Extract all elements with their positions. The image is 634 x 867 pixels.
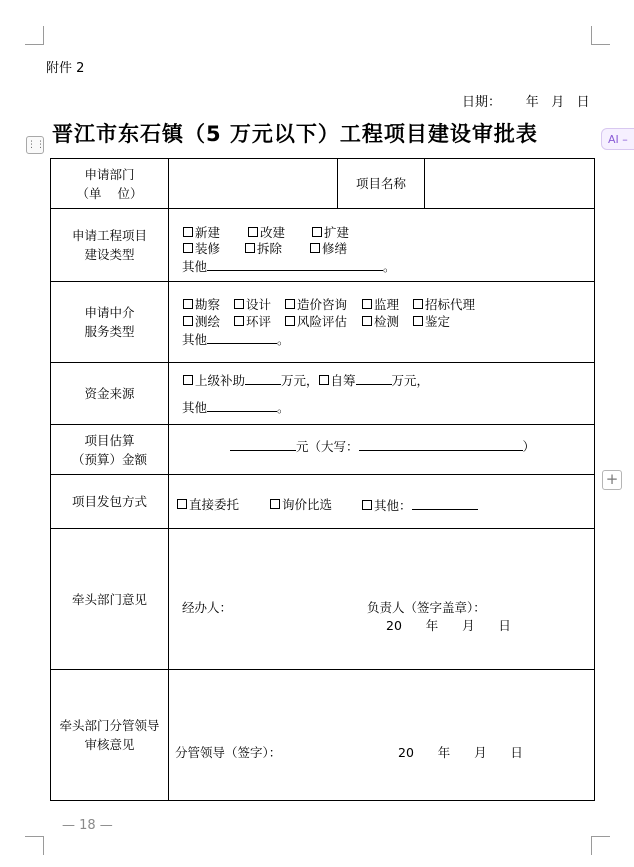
- estimate-label-line2: （预算）金额: [71, 451, 147, 467]
- contract-method-label: 项目发包方式: [71, 494, 147, 509]
- fund-source-label: 资金来源: [84, 386, 135, 401]
- checkbox[interactable]: [183, 375, 193, 385]
- checkbox[interactable]: [245, 243, 255, 253]
- fund-source-line: 上级补助 万元， 自筹 万元，: [183, 372, 429, 389]
- amount-input[interactable]: [230, 438, 296, 451]
- self-fund-amount-input[interactable]: [356, 372, 392, 385]
- ai-label: AI: [608, 133, 619, 146]
- option-risk-assessment[interactable]: 风险评估: [285, 314, 347, 330]
- page-title: 晋江市东石镇（5 万元以下）工程项目建设审批表: [52, 122, 538, 146]
- option-expand[interactable]: 扩建: [312, 225, 349, 241]
- option-price-inquiry[interactable]: 询价比选: [270, 497, 332, 513]
- construction-type-label-cell: [51, 209, 168, 281]
- checkbox[interactable]: [362, 500, 372, 510]
- other-input[interactable]: [412, 497, 478, 510]
- option-survey[interactable]: 勘察: [183, 297, 220, 313]
- other-input[interactable]: [207, 399, 277, 412]
- attachment-label: 附件 2: [46, 61, 85, 76]
- checkbox[interactable]: [319, 375, 329, 385]
- other-label: 其他: [182, 332, 208, 347]
- checkbox[interactable]: [285, 299, 295, 309]
- service-other: 其他 。: [182, 332, 290, 347]
- checkbox[interactable]: [285, 316, 295, 326]
- leader-review-label-line1: 牵头部门分管领导: [59, 718, 160, 733]
- option-appraisal[interactable]: 鉴定: [413, 314, 450, 330]
- project-name-label: 项目名称: [355, 176, 406, 191]
- estimate-label-line1: 项目估算: [84, 432, 135, 448]
- ai-assistant-button[interactable]: AI –: [601, 128, 634, 150]
- service-type-label-cell: [51, 282, 168, 362]
- construction-type-label-line2: 建设类型: [84, 247, 135, 262]
- other-label: 其他: [182, 259, 208, 274]
- handler-signature[interactable]: 经办人：: [182, 600, 233, 615]
- dept-input[interactable]: [169, 159, 337, 208]
- service-type-label-line2: 服务类型: [84, 324, 135, 339]
- option-new-build[interactable]: 新建: [183, 225, 220, 241]
- leader-review-label-line2: 审核意见: [84, 737, 135, 752]
- plus-icon: +: [605, 470, 619, 488]
- date-line: 日期： 年 月 日: [462, 95, 590, 110]
- dept-label-cell: [51, 159, 168, 208]
- construction-type-label-line1: 申请工程项目: [71, 228, 147, 243]
- insert-row-button[interactable]: [602, 470, 622, 490]
- responsible-signature[interactable]: 负责人（签字盖章）：: [367, 600, 486, 615]
- checkbox[interactable]: [362, 316, 372, 326]
- page-corner-mark: [591, 26, 610, 45]
- drag-handle-icon[interactable]: ⋮⋮: [26, 136, 44, 154]
- option-eia[interactable]: 环评: [234, 314, 271, 330]
- checkbox[interactable]: [310, 243, 320, 253]
- checkbox[interactable]: [413, 299, 423, 309]
- checkbox[interactable]: [234, 299, 244, 309]
- checkbox[interactable]: [312, 227, 322, 237]
- other-label: 其他: [182, 400, 208, 415]
- project-name-label-cell: [338, 159, 424, 208]
- other-input[interactable]: [207, 331, 277, 344]
- option-tender-agent[interactable]: 招标代理: [413, 297, 475, 313]
- checkbox[interactable]: [413, 316, 423, 326]
- option-direct-commission[interactable]: 直接委托: [177, 497, 239, 513]
- checkbox[interactable]: [248, 227, 258, 237]
- option-cost-consulting[interactable]: 造价咨询: [285, 297, 347, 313]
- service-type-label-line1: 申请中介: [84, 305, 135, 320]
- contract-method-label-cell: [51, 475, 168, 528]
- leader-signature[interactable]: 分管领导（签字）：: [175, 745, 282, 760]
- estimate-amount-line: 元（大写： ）: [230, 438, 535, 455]
- fund-source-label-cell: [51, 363, 168, 424]
- option-repair[interactable]: 修缮: [310, 241, 347, 257]
- page-corner-mark: [25, 26, 44, 45]
- option-rebuild[interactable]: 改建: [248, 225, 285, 241]
- option-design[interactable]: 设计: [234, 297, 271, 313]
- checkbox[interactable]: [234, 316, 244, 326]
- option-mapping[interactable]: 测绘: [183, 314, 220, 330]
- option-inspection[interactable]: 检测: [362, 314, 399, 330]
- other-input[interactable]: [207, 258, 383, 271]
- amount-in-words-input[interactable]: [359, 438, 523, 451]
- project-name-input[interactable]: [425, 159, 594, 208]
- lead-dept-opinion-label-cell: [51, 529, 168, 669]
- leader-review-label-cell: [51, 670, 168, 800]
- checkbox[interactable]: [183, 316, 193, 326]
- option-demolish[interactable]: 拆除: [245, 241, 282, 257]
- option-contract-other: 其他：: [362, 497, 478, 514]
- option-supervision[interactable]: 监理: [362, 297, 399, 313]
- checkbox[interactable]: [183, 227, 193, 237]
- subsidy-amount-input[interactable]: [245, 372, 281, 385]
- page-number: — 18 —: [62, 818, 113, 833]
- dept-label-line2: （单 位）: [76, 185, 143, 201]
- estimate-label-cell: [51, 425, 168, 474]
- option-renovate[interactable]: 装修: [183, 241, 220, 257]
- construction-other: 其他 。: [182, 259, 396, 274]
- checkbox[interactable]: [177, 499, 187, 509]
- opinion-date: 20 年 月 日: [386, 618, 511, 633]
- review-date: 20 年 月 日: [398, 745, 523, 760]
- page-corner-mark: [591, 836, 610, 855]
- checkbox[interactable]: [362, 299, 372, 309]
- lead-dept-opinion-label: 牵头部门意见: [71, 591, 147, 607]
- fund-other: 其他 。: [182, 400, 290, 415]
- dept-label-line1: 申请部门: [84, 166, 135, 182]
- checkbox[interactable]: [183, 243, 193, 253]
- checkbox[interactable]: [270, 499, 280, 509]
- checkbox[interactable]: [183, 299, 193, 309]
- page-corner-mark: [25, 836, 44, 855]
